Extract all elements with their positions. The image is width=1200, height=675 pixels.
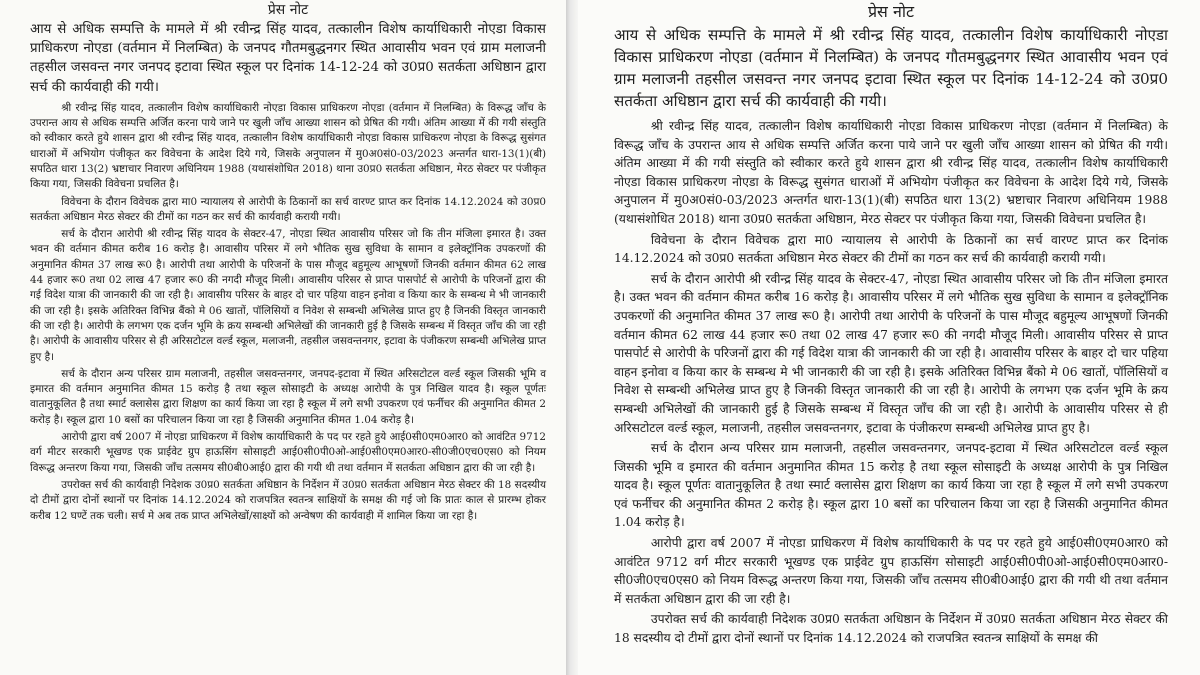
lead-paragraph: आय से अधिक सम्पत्ति के मामले में श्री रवीन्द्र सिंह यादव, तत्कालीन विशेष कार्याधिकारी नोएडा विकास प्राधिकरण नोएडा (वर्तमान में निलम्बित) के जनपद गौतमबुद्धनगर स्थित आवासीय भवन एवं ग्राम मलाजनी तहसील जसवन्त नगर जनपद इटावा स्थित स्कूल पर दिनांक 14-12-24 को उ0प्र0 सतर्कता अधिष्ठान द्वारा सर्च की कार्यवाही की गयी। bbox=[614, 26, 1168, 110]
body-paragraph: श्री रवीन्द्र सिंह यादव, तत्कालीन विशेष कार्याधिकारी नोएडा विकास प्राधिकरण नोएडा (वर्तमान में निलम्बित) के विरूद्ध जाँच के उपरान्त आय से अधिक सम्पत्ति अर्जित करना पाये जाने पर खुली जाँच आख्या शासन को प्रेषित की गयी। अंतिम आख्या में की गयी संस्तुति को स्वीकार करते हुये शासन द्वारा श्री रवीन्द्र सिंह यादव, तत्कालीन विशेष कार्याधिकारी नोएडा विकास प्राधिकरण नोएडा के विरूद्ध सुसंगत धाराओं में अभियोग पंजीकृत कर विवेचना के आदेश दिये गये, जिसके अनुपालन में मु0अ0सं0-03/2023 अन्तर्गत धारा-13(1)(बी) सपठित धारा 13(2) भ्रष्टाचार निवारण अधिनियम 1988 (यथासंशोधित 2018) थाना उ0प्र0 सतर्कता अधिष्ठान, मेरठ सेक्टर पर पंजीकृत किया गया, जिसकी विवेचना प्रचलित है। bbox=[614, 119, 1168, 226]
body-paragraph: विवेचना के दौरान विवेचक द्वारा मा0 न्यायालय से आरोपी के ठिकानों का सर्च वारण्ट प्राप्त कर दिनांक 14.12.2024 को उ0प्र0 सतर्कता अधिष्ठान मेरठ सेक्टर की टीमों का गठन कर सर्च की कार्यवाही करायी गयी। bbox=[614, 232, 1168, 266]
body-paragraph: विवेचना के दौरान विवेचक द्वारा मा0 न्यायालय से आरोपी के ठिकानों का सर्च वारण्ट प्राप्त कर दिनांक 14.12.2024 को उ0प्र0 सतर्कता अधिष्ठान मेरठ सेक्टर की टीमों का गठन कर सर्च की कार्यवाही करायी गयी। bbox=[30, 195, 546, 223]
body-paragraph: उपरोक्त सर्च की कार्यवाही निदेशक उ0प्र0 सतर्कता अधिष्ठान के निर्देशन में उ0प्र0 सतर्कता अधिष्ठान मेरठ सेक्टर की 18 सदस्यीय दो टीमों द्वारा दोनों स्थानों पर दिनांक 14.12.2024 को राजपत्रित स्वतन्त्र साक्षियों के समक्ष की गई जो कि प्रातः काल से प्रारम्भ होकर करीब 12 घण्टें तक चली। सर्च मे अब तक प्राप्त अभिलेखों/साक्ष्यों को अन्वेषण की कार्यवाही में शामिल किया जा रहा है। bbox=[30, 478, 546, 522]
body-paragraph: श्री रवीन्द्र सिंह यादव, तत्कालीन विशेष कार्याधिकारी नोएडा विकास प्राधिकरण नोएडा (वर्तमान में निलम्बित) के विरूद्ध जाँच के उपरान्त आय से अधिक सम्पत्ति अर्जित करना पाये जाने पर खुली जाँच आख्या शासन को प्रेषित की गयी। अंतिम आख्या में की गयी संस्तुति को स्वीकार करते हुये शासन द्वारा श्री रवीन्द्र सिंह यादव, तत्कालीन विशेष कार्याधिकारी नोएडा विकास प्राधिकरण नोएडा के विरूद्ध सुसंगत धाराओं में अभियोग पंजीकृत कर विवेचना के आदेश दिये गये, जिसके अनुपालन में मु0अ0सं0-03/2023 अन्तर्गत धारा-13(1)(बी) सपठित धारा 13(2) भ्रष्टाचार निवारण अधिनियम 1988 (यथासंशोधित 2018) थाना उ0प्र0 सतर्कता अधिष्ठान, मेरठ सेक्टर पर पंजीकृत किया गया, जिसकी विवेचना प्रचलित है। bbox=[30, 101, 546, 191]
lead-paragraph: आय से अधिक सम्पत्ति के मामले में श्री रवीन्द्र सिंह यादव, तत्कालीन विशेष कार्याधिकारी नोएडा विकास प्राधिकरण नोएडा (वर्तमान में निलम्बित) के जनपद गौतमबुद्धनगर स्थित आवासीय भवन एवं ग्राम मलाजनी तहसील जसवन्त नगर जनपद इटावा स्थित स्कूल पर दिनांक 14-12-24 को उ0प्र0 सतर्कता अधिष्ठान द्वारा सर्च की कार्यवाही की गयी। bbox=[30, 22, 546, 95]
page-title: प्रेस नोट bbox=[267, 2, 309, 18]
body-paragraph: उपरोक्त सर्च की कार्यवाही निदेशक उ0प्र0 सतर्कता अधिष्ठान के निर्देशन में उ0प्र0 सतर्कता अधिष्ठान मेरठ सेक्टर की 18 सदस्यीय दो टीमों द्वारा दोनों स्थानों पर दिनांक 14.12.2024 को राजपत्रित स्वतन्त्र साक्षियों के समक्ष की bbox=[614, 612, 1168, 646]
body-paragraph: आरोपी द्वारा वर्ष 2007 में नोएडा प्राधिकरण में विशेष कार्याधिकारी के पद पर रहते हुये आई0सी0एम0आर0 को आवंटित 9712 वर्ग मीटर सरकारी भूखण्ड एक प्राईवेट ग्रुप हाऊसिंग सोसाइटी आई0सी0पी0ओ-आई0सी0एम0आर0-सी0जी0एच0एस0 को नियम विरूद्ध अन्तरण किया गया, जिसकी जाँच तत्समय सी0बी0आई0 द्वारा की गयी थी तथा वर्तमान में सतर्कता अधिष्ठान द्वारा की जा रही है। bbox=[614, 536, 1168, 606]
body-paragraph: सर्च के दौरान अन्य परिसर ग्राम मलाजनी, तहसील जसवन्तनगर, जनपद-इटावा में स्थित अरिसटोटल वर्ल्ड स्कूल जिसकी भूमि व इमारत की वर्तमान अनुमानित कीमत 15 करोड़ है तथा स्कूल सोसाइटी के अध्यक्ष आरोपी के पुत्र निखिल यादव है। स्कूल पूर्णतः वातानुकूलित है तथा स्मार्ट क्लासेस द्वारा शिक्षण का कार्य किया जा रहा है स्कूल में लगे सभी उपकरण एवं फर्नीचर की अनुमानित कीमत 2 करोड़ है। स्कूल द्वारा 10 बसों का परिचालन किया जा रहा है जिसकी अनुमानित कीमत 1.04 करोड़ है। bbox=[30, 367, 546, 426]
page-title: प्रेस नोट bbox=[867, 2, 915, 21]
body-paragraph: सर्च के दौरान आरोपी श्री रवीन्द्र सिंह यादव के सेक्टर-47, नोएडा स्थित आवासीय परिसर जो कि तीन मंजिला इमारत है। उक्त भवन की वर्तमान कीमत करीब 16 करोड़ है। आवासीय परिसर में लगे भौतिक सुख सुविधा के सामान व इलेक्ट्रॉनिक उपकरणों की अनुमानित कीमत 37 लाख रू0 है। आरोपी तथा आरोपी के परिजनों के पास मौजूद बहुमूल्य आभूषणों जिनकी वर्तमान कीमत 62 लाख 44 हजार रू0 तथा 02 लाख 47 हजार रू0 की नगदी मौजूद मिली। आवासीय परिसर से प्राप्त पासपोर्ट से आरोपी के परिजनों द्वारा की गई विदेश यात्रा की जानकारी की जा रही है। आवासीय परिसर के बाहर दो चार पहिया वाहन इनोवा व किया कार के सम्बन्ध मे भी जानकारी की जा रही है। इसके अतिरिक्त विभिन्न बैंको मे 06 खातों, पॉलिसियों व निवेश से सम्बन्धी अभिलेख प्राप्त हुए है जिनकी विस्तृत जानकारी की जा रही है। आरोपी के लगभग एक दर्जन भूमि के क्रय सम्बन्धी अभिलेखों की जानकारी हुई है जिसके सम्बन्ध में विस्तृत जाँच की जा रही है। आरोपी के आवासीय परिसर से ही अरिसटोटल वर्ल्ड स्कूल, मलाजनी, तहसील जसवन्तनगर, इटावा के पंजीकरण सम्बन्धी अभिलेख प्राप्त हुए है। bbox=[30, 228, 546, 363]
press-note-page-left bbox=[0, 0, 566, 675]
press-note-page-right bbox=[578, 0, 1200, 675]
body-paragraph: आरोपी द्वारा वर्ष 2007 में नोएडा प्राधिकरण में विशेष कार्याधिकारी के पद पर रहते हुये आई0सी0एम0आर0 को आवंटित 9712 वर्ग मीटर सरकारी भूखण्ड एक प्राईवेट ग्रुप हाऊसिंग सोसाइटी आई0सी0पी0ओ-आई0सी0एम0आर0-सी0जी0एच0एस0 को नियम विरूद्ध अन्तरण किया गया, जिसकी जाँच तत्समय सी0बी0आई0 द्वारा की गयी थी तथा वर्तमान में सतर्कता अधिष्ठान द्वारा की जा रही है। bbox=[30, 431, 546, 474]
page-divider bbox=[566, 0, 578, 675]
body-paragraph: सर्च के दौरान आरोपी श्री रवीन्द्र सिंह यादव के सेक्टर-47, नोएडा स्थित आवासीय परिसर जो कि तीन मंजिला इमारत है। उक्त भवन की वर्तमान कीमत करीब 16 करोड़ है। आवासीय परिसर में लगे भौतिक सुख सुविधा के सामान व इलेक्ट्रॉनिक उपकरणों की अनुमानित कीमत 37 लाख रू0 है। आरोपी तथा आरोपी के परिजनों के पास मौजूद बहुमूल्य आभूषणों जिनकी वर्तमान कीमत 62 लाख 44 हजार रू0 तथा 02 लाख 47 हजार रू0 की नगदी मौजूद मिली। आवासीय परिसर से प्राप्त पासपोर्ट से आरोपी के परिजनों द्वारा की गई विदेश यात्रा की जानकारी की जा रही है। आवासीय परिसर के बाहर दो चार पहिया वाहन इनोवा व किया कार के सम्बन्ध मे भी जानकारी की जा रही है। इसके अतिरिक्त विभिन्न बैंको मे 06 खातों, पॉलिसियों व निवेश से सम्बन्धी अभिलेख प्राप्त हुए है जिनकी विस्तृत जानकारी की जा रही है। आरोपी के लगभग एक दर्जन भूमि के क्रय सम्बन्धी अभिलेखों की जानकारी हुई है जिसके सम्बन्ध में विस्तृत जाँच की जा रही है। आरोपी के आवासीय परिसर से ही अरिसटोटल वर्ल्ड स्कूल, मलाजनी, तहसील जसवन्तनगर, इटावा के पंजीकरण सम्बन्धी अभिलेख प्राप्त हुए है। bbox=[614, 271, 1168, 435]
body-paragraph: सर्च के दौरान अन्य परिसर ग्राम मलाजनी, तहसील जसवन्तनगर, जनपद-इटावा में स्थित अरिसटोटल वर्ल्ड स्कूल जिसकी भूमि व इमारत की वर्तमान अनुमानित कीमत 15 करोड़ है तथा स्कूल सोसाइटी के अध्यक्ष आरोपी के पुत्र निखिल यादव है। स्कूल पूर्णतः वातानुकूलित है तथा स्मार्ट क्लासेस द्वारा शिक्षण का कार्य किया जा रहा है स्कूल में लगे सभी उपकरण एवं फर्नीचर की अनुमानित कीमत 2 करोड़ है। स्कूल द्वारा 10 बसों का परिचालन किया जा रहा है जिसकी अनुमानित कीमत 1.04 करोड़ है। bbox=[614, 441, 1168, 530]
